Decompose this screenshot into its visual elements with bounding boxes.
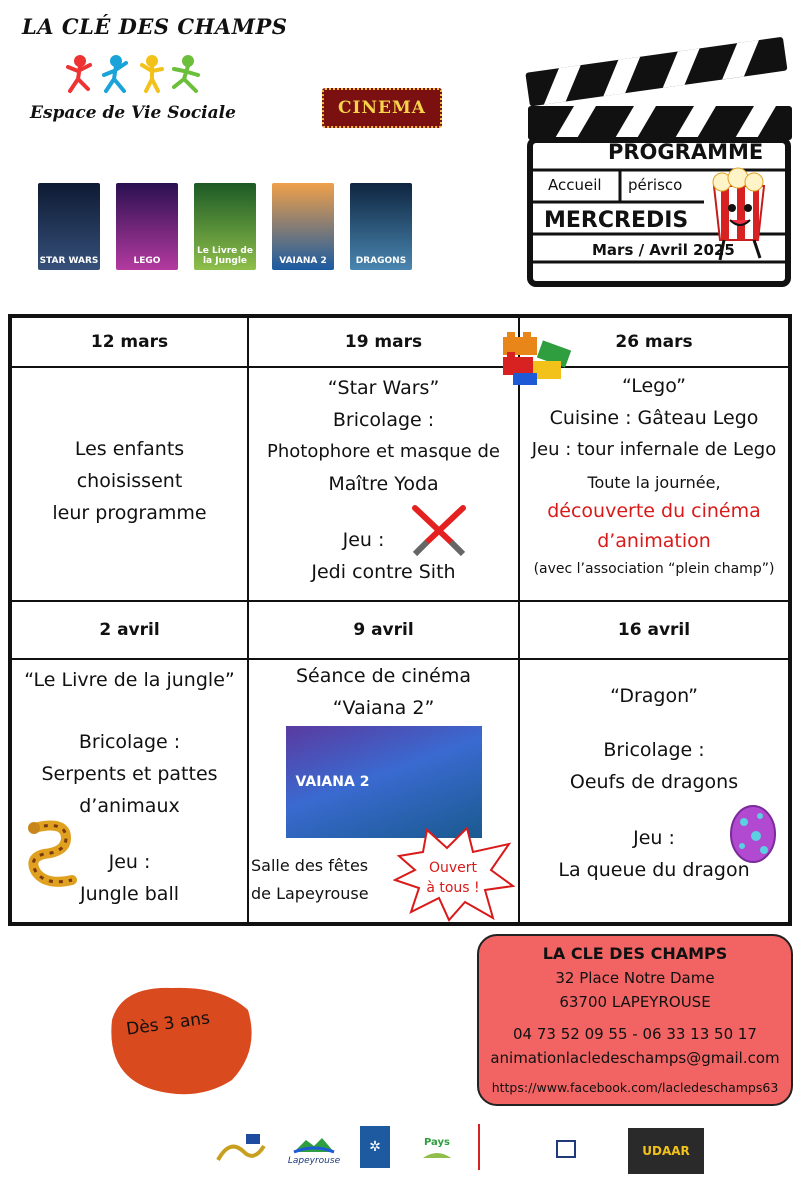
- activity-title: Séance de cinéma: [295, 665, 471, 687]
- sponsor-lapeyrouse: Lapeyrouse: [284, 1130, 344, 1170]
- date-header: 12 mars: [11, 317, 248, 367]
- activity-text: Toute la journée,: [587, 473, 721, 492]
- activity-text: Bricolage :: [332, 409, 435, 431]
- clapper-mercredis: MERCREDIS: [544, 208, 689, 233]
- activity-title: “Star Wars”: [327, 377, 440, 399]
- age-badge-blob: [102, 980, 258, 1100]
- activity-text: Jeu :: [633, 827, 675, 849]
- venue-text: Salle des fêtes: [251, 856, 369, 875]
- activity-text: Bricolage :: [603, 739, 705, 761]
- activity-text: “Vaiana 2”: [332, 697, 435, 719]
- cinema-sign: CINEMA: [322, 88, 442, 128]
- activity-text: La queue du dragon: [558, 859, 750, 881]
- activity-title: “Le Livre de la jungle”: [24, 669, 235, 691]
- contact-phones: 04 73 52 09 55 - 06 33 13 50 17: [513, 1025, 757, 1043]
- prefecture-logo-icon: [478, 1124, 530, 1170]
- activity-text: Jeu : tour infernale de Lego: [531, 439, 777, 460]
- venue-block: [251, 852, 369, 908]
- date-header: 2 avril: [11, 601, 248, 659]
- vaiana-poster-image: [286, 726, 482, 838]
- activity-text: Jeu :: [342, 529, 385, 551]
- activity-cell: [248, 367, 519, 601]
- clapperboard: [524, 36, 794, 288]
- vaiana-poster-label: VAIANA 2: [295, 774, 370, 790]
- activity-text: (avec l’association “plein champ”): [533, 561, 775, 577]
- activity-text: Cuisine : Gâteau Lego: [549, 407, 759, 429]
- open-badge: [423, 858, 483, 898]
- contact-name: LA CLE DES CHAMPS: [542, 944, 728, 963]
- contact-email[interactable]: animationlacledeschamps@gmail.com: [490, 1049, 780, 1067]
- activity-cell: [11, 659, 248, 923]
- brand-subtitle: Espace de Vie Sociale: [30, 103, 236, 123]
- activity-text: choisissent: [76, 470, 183, 492]
- lapeyrouse-logo-icon: [292, 1134, 336, 1156]
- poster-lego: LEGO: [116, 183, 178, 270]
- schedule-table: [8, 314, 792, 926]
- sponsor-logos: [210, 1124, 710, 1180]
- activity-text: Jungle ball: [79, 883, 180, 905]
- poster-star-wars: STAR WARS: [38, 183, 100, 270]
- activity-text: Jedi contre Sith: [311, 561, 456, 583]
- activity-text: Oeufs de dragons: [569, 771, 739, 793]
- poster-jungle-book: Le Livre de la Jungle: [194, 183, 256, 270]
- film-posters: [38, 183, 412, 270]
- sponsor-logo-icon: [216, 1132, 266, 1168]
- contact-facebook-link[interactable]: https://www.facebook.com/lacledeschamps63: [491, 1080, 779, 1095]
- date-header: 26 mars: [519, 317, 789, 367]
- activity-text: leur programme: [52, 502, 207, 524]
- clapper-accueil: Accueil: [548, 176, 602, 194]
- clapper-period: Mars / Avril 2025: [592, 241, 735, 259]
- activity-text: Serpents et pattes: [41, 763, 218, 785]
- clapper-perisco: périsco: [628, 176, 683, 194]
- activity-text: Photophore et masque de: [267, 441, 500, 462]
- institution-logo-icon: [556, 1140, 576, 1158]
- activity-text: Bricolage :: [78, 731, 181, 753]
- brand-title: LA CLÉ DES CHAMPS: [22, 14, 288, 39]
- open-badge-text: Ouvert: [428, 860, 478, 876]
- lightsaber-icon: [409, 502, 469, 558]
- sponsor-udaar: UDAAR: [628, 1128, 704, 1174]
- sponsor-pays: Pays: [420, 1126, 454, 1170]
- open-badge-text: à tous !: [426, 880, 480, 896]
- activity-cell: [519, 659, 789, 923]
- lego-bricks-icon: [499, 329, 579, 387]
- contact-box: [477, 934, 793, 1106]
- activity-text: Les enfants: [74, 438, 185, 460]
- age-badge-text: Dès 3 ans: [125, 1008, 212, 1040]
- contact-address: 32 Place Notre Dame: [555, 969, 715, 987]
- activity-cell: [11, 367, 248, 601]
- date-header: 16 avril: [519, 601, 789, 659]
- date-header: 9 avril: [248, 601, 519, 659]
- clapper-programme: PROGRAMME: [608, 140, 764, 164]
- date-header: 19 mars: [248, 317, 519, 367]
- activity-cell: [248, 659, 519, 923]
- venue-text: de Lapeyrouse: [251, 884, 369, 903]
- highlight-text: d’animation: [597, 530, 711, 552]
- dragon-egg-icon: [728, 800, 778, 864]
- snake-icon: [26, 820, 80, 890]
- activity-text: d’animaux: [79, 795, 180, 817]
- poster-vaiana: VAIANA 2: [272, 183, 334, 270]
- contact-address: 63700 LAPEYROUSE: [559, 993, 711, 1011]
- highlight-text: découverte du cinéma: [547, 500, 761, 522]
- activity-text: Jeu :: [108, 851, 151, 873]
- caf-logo-icon: ✲: [360, 1126, 390, 1168]
- dancing-people-icon: [66, 55, 206, 95]
- activity-cell: [519, 367, 789, 601]
- poster-dragons: DRAGONS: [350, 183, 412, 270]
- activity-text: Maître Yoda: [328, 473, 439, 495]
- pays-logo-icon: [423, 1148, 451, 1160]
- activity-title: “Dragon”: [610, 685, 698, 707]
- activity-title: “Lego”: [621, 375, 687, 397]
